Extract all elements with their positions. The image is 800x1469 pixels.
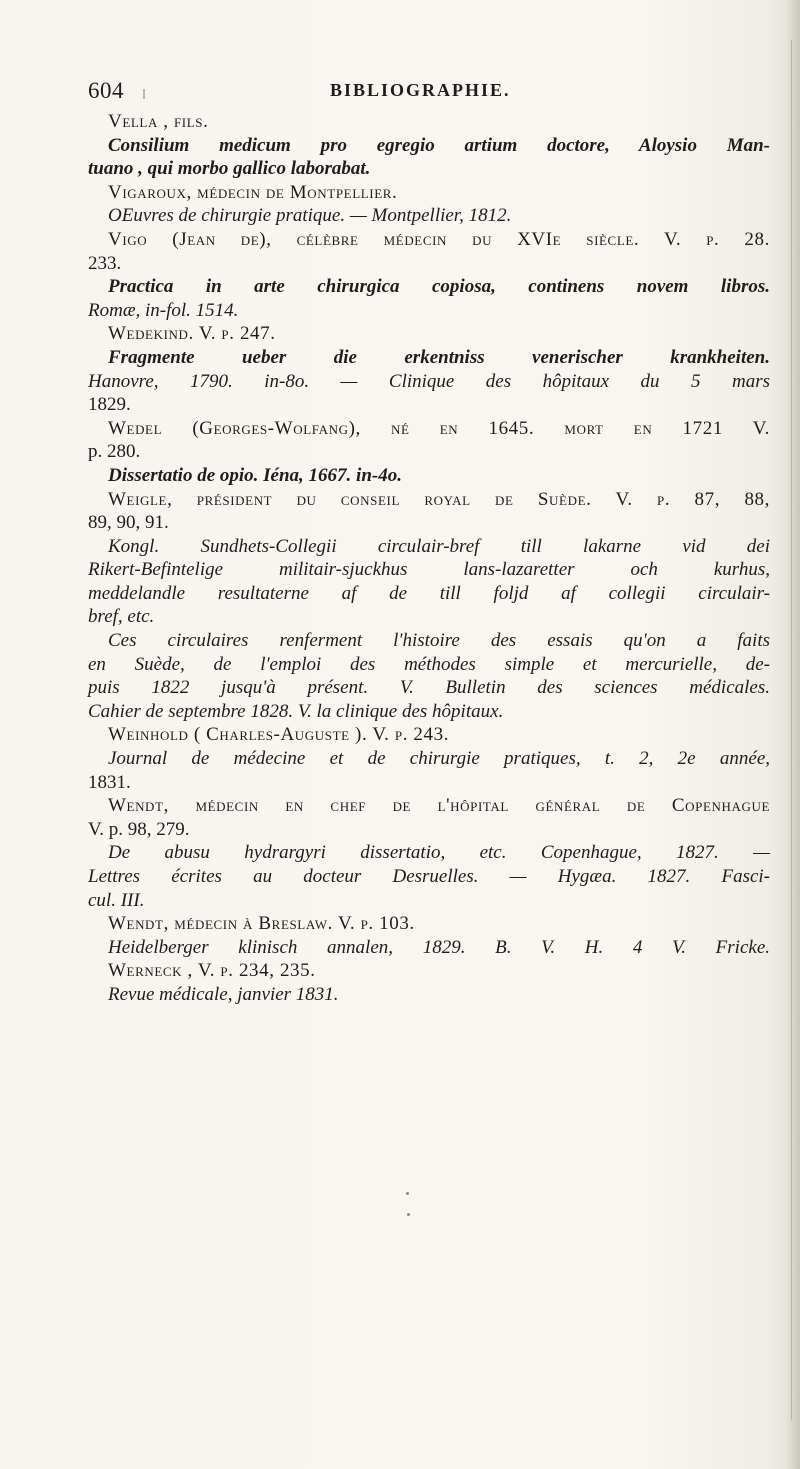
entry-line: Wedekind. V. p. 247. (108, 323, 276, 345)
entry-line: Weigle, président du conseil royal de Suède. V. p. 87, 88, (108, 488, 770, 510)
entry-line: V. p. 98, 279. (88, 818, 190, 840)
entry-line: Vella , fils. (108, 111, 209, 132)
paper-speck (406, 1192, 409, 1195)
entry-line: 1831. (88, 771, 131, 793)
entry-line: Kongl. Sundhets-Collegii circulair-bref till lakarne vid dei (108, 535, 770, 557)
entry-line: De abusu hydrargyri dissertatio, etc. Copenhague, 1827. — (108, 842, 770, 864)
page-edge-shadow (786, 0, 800, 1469)
entry-line: Cahier de septembre 1828. V. la clinique des hôpitaux. (88, 700, 504, 722)
entry-line: Wendt, médecin à Breslaw. V. p. 103. (108, 913, 415, 935)
entry-line: Dissertatio de opio. Iéna, 1667. in-4o. (108, 464, 402, 486)
entry-line: Vigo (Jean de), célèbre médecin du XVIe siècle. V. p. 28. (108, 228, 770, 250)
entry-line: 1829. (88, 394, 131, 416)
entry-line: Romæ, in-fol. 1514. (88, 299, 239, 321)
bibliography-entries (88, 110, 770, 1007)
entry-line: 233. (88, 252, 122, 274)
entry-line: Werneck , V. p. 234, 235. (108, 960, 316, 982)
paper-speck (407, 1213, 410, 1216)
entry-line: cul. III. (88, 889, 145, 911)
entry-line: Vigaroux, médecin de Montpellier. (108, 181, 398, 203)
entry-line: Heidelberger klinisch annalen, 1829. B. V. H. 4 V. Fricke. (108, 936, 770, 958)
entry-line: Journal de médecine et de chirurgie pratiques, t. 2, 2e année, (108, 748, 770, 770)
running-title: BIBLIOGRAPHIE. (330, 80, 511, 100)
page-header (88, 78, 728, 108)
entry-line: 89, 90, 91. (88, 512, 169, 534)
entry-line: Wedel (Georges-Wolfang), né en 1645. mort en 1721 V. (108, 417, 770, 439)
entry-line: Consilium medicum pro egregio artium doctore, Aloysio Man- (108, 134, 770, 156)
entry-line: Fragmente ueber die erkentniss venerischer krankheiten. (108, 346, 770, 368)
entry-line: Weinhold ( Charles-Auguste ). V. p. 243. (108, 724, 450, 746)
entry-line: Wendt, médecin en chef de l'hôpital général de Copenhague (108, 795, 770, 817)
entry-line: OEuvres de chirurgie pratique. — Montpellier, 1812. (108, 205, 512, 227)
entry-line: meddelandle resultaterne af de till foljd af collegii circulair- (88, 582, 770, 604)
entry-line: Practica in arte chirurgica copiosa, continens novem libros. (108, 276, 770, 298)
entry-line: Ces circulaires renferment l'histoire des essais qu'on a faits (108, 630, 770, 652)
entry-line: Rikert-Befintelige militair-sjuckhus lans-lazaretter och kurhus, (88, 559, 770, 581)
entry-line: puis 1822 jusqu'à présent. V. Bulletin des sciences médicales. (88, 677, 770, 699)
header-separator (143, 89, 145, 99)
page-edge-line (791, 40, 792, 1420)
entry-line: Hanovre, 1790. in-8o. — Clinique des hôpitaux du 5 mars (88, 370, 770, 392)
entry-line: bref, etc. (88, 606, 155, 628)
entry-line: tuano , qui morbo gallico laborabat. (88, 158, 371, 180)
entry-line: Lettres écrites au docteur Desruelles. — Hygæa. 1827. Fasci- (88, 866, 770, 887)
entry-line: en Suède, de l'emploi des méthodes simple et mercurielle, de- (88, 653, 770, 675)
page-number: 604 (88, 78, 124, 103)
entry-line: Revue médicale, janvier 1831. (108, 983, 339, 1005)
entry-line: p. 280. (88, 441, 141, 463)
